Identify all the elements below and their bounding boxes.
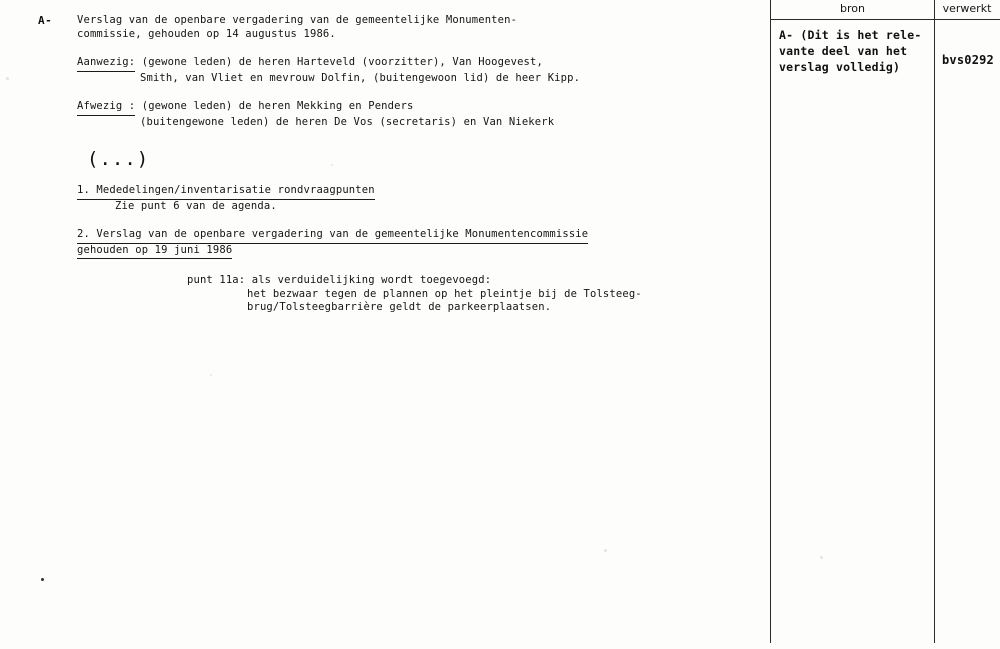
agenda-item-1-line: Zie punt 6 van de agenda. bbox=[115, 199, 277, 212]
table-cell-verwerkt-code: bvs0292 bbox=[942, 53, 994, 67]
present-line-2: Smith, van Vliet en mevrouw Dolfin, (buitengewoon lid) de heer Kipp. bbox=[140, 71, 581, 84]
margin-marker: A- bbox=[38, 14, 53, 27]
point-line-2: het bezwaar tegen de plannen op het pleintje bij de Tolsteeg- bbox=[247, 287, 642, 300]
present-line-1: (gewone leden) de heren Harteveld (voorzitter), Van Hoogevest, bbox=[135, 56, 543, 68]
table-header-bron: bron bbox=[840, 2, 865, 15]
scan-speck bbox=[604, 549, 607, 552]
absent-line-1: (gewone leden) de heren Mekking en Penders bbox=[135, 100, 414, 112]
note-line-3: verslag volledig) bbox=[779, 60, 901, 74]
note-line-2: vante deel van het bbox=[779, 44, 908, 58]
minutes-body bbox=[77, 14, 717, 315]
agenda-item-2-heading: 2. Verslag van de openbare vergadering van de gemeentelijke Monumentencommissie bbox=[77, 228, 717, 244]
scan-speck bbox=[210, 374, 212, 376]
point-label: punt 11a: bbox=[187, 274, 246, 286]
note-line-1: A- (Dit is het rele- bbox=[779, 28, 922, 42]
point-line-3: brug/Tolsteegbarrière geldt de parkeerplaatsen. bbox=[247, 301, 552, 313]
agenda-item-1-heading: 1. Mededelingen/inventarisatie rondvraagpunten bbox=[77, 184, 717, 200]
table-border-middle bbox=[934, 0, 935, 643]
ellipsis-marker: (...) bbox=[87, 148, 150, 170]
point-text-1: als verduidelijking wordt toegevoegd: bbox=[245, 274, 492, 286]
table-cell-bron-note bbox=[779, 27, 929, 75]
present-label: Aanwezig: bbox=[77, 56, 135, 72]
intro-line-2: commissie, gehouden op 14 augustus 1986. bbox=[77, 27, 336, 40]
table-header-verwerkt: verwerkt bbox=[942, 2, 992, 15]
processing-table bbox=[770, 0, 1000, 649]
scan-speck bbox=[6, 77, 9, 80]
point-line-1 bbox=[77, 274, 717, 288]
attendance-absent bbox=[77, 100, 717, 116]
absent-line-2: (buitengewone leden) de heren De Vos (secretaris) en Van Niekerk bbox=[140, 115, 555, 128]
scan-speck bbox=[41, 578, 44, 581]
table-border-left bbox=[770, 0, 771, 643]
attendance-present bbox=[77, 56, 717, 72]
agenda-item-2-heading-2: gehouden op 19 juni 1986 bbox=[77, 244, 717, 260]
intro-line-1: Verslag van de openbare vergadering van de gemeentelijke Monumenten- bbox=[77, 14, 518, 26]
absent-label: Afwezig : bbox=[77, 100, 135, 116]
table-header-rule bbox=[770, 19, 1000, 20]
